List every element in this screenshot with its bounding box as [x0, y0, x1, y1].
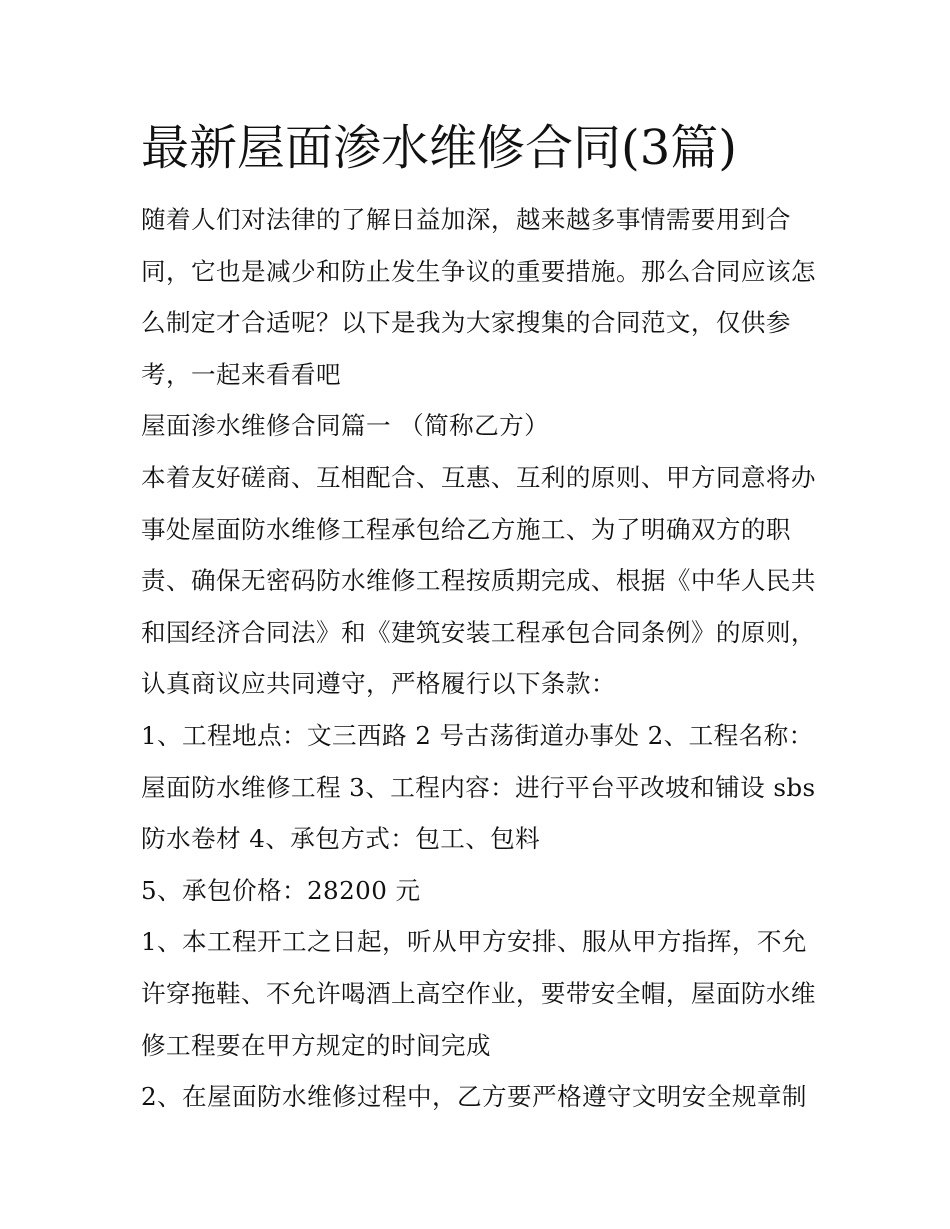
- document-title: 最新屋面渗水维修合同(3篇): [141, 120, 737, 176]
- preamble-paragraph: 本着友好磋商、互相配合、互惠、互利的原则、甲方同意将办事处屋面防水维修工程承包给乙方施工、为了明确双方的职责、确保无密码防水维修工程按质期完成、根据《中华人民共和国经济合同法》和《建筑安装工程承包合同条例》的原则，认真商议应共同遵守，严格履行以下条款：: [141, 462, 816, 699]
- price-paragraph: 5、承包价格：28200 元: [141, 875, 421, 905]
- document-body: [141, 194, 821, 1123]
- intro-paragraph: 随着人们对法律的了解日益加深，越来越多事情需要用到合同，它也是减少和防止发生争议的重要措施。那么合同应该怎么制定才合适呢？以下是我为大家搜集的合同范文，仅供参考，一起来看看吧: [141, 205, 816, 389]
- clause-paragraph: 2、在屋面防水维修过程中，乙方要严格遵守文明安全规章制: [141, 1082, 807, 1112]
- clause-paragraph: 1、本工程开工之日起，听从甲方安排、服从甲方指挥，不允许穿拖鞋、不允许喝酒上高空作业，要带安全帽，屋面防水维修工程要在甲方规定的时间完成: [141, 927, 816, 1060]
- clause-paragraph: 1、工程地点：文三西路 2 号古荡街道办事处 2、工程名称：屋面防水维修工程 3、工程内容：进行平台平改坡和铺设 sbs 防水卷材 4、承包方式：包工、包料: [141, 720, 816, 854]
- document-content: [141, 110, 821, 1123]
- section-heading: 屋面渗水维修合同篇一 （简称乙方）: [141, 411, 550, 441]
